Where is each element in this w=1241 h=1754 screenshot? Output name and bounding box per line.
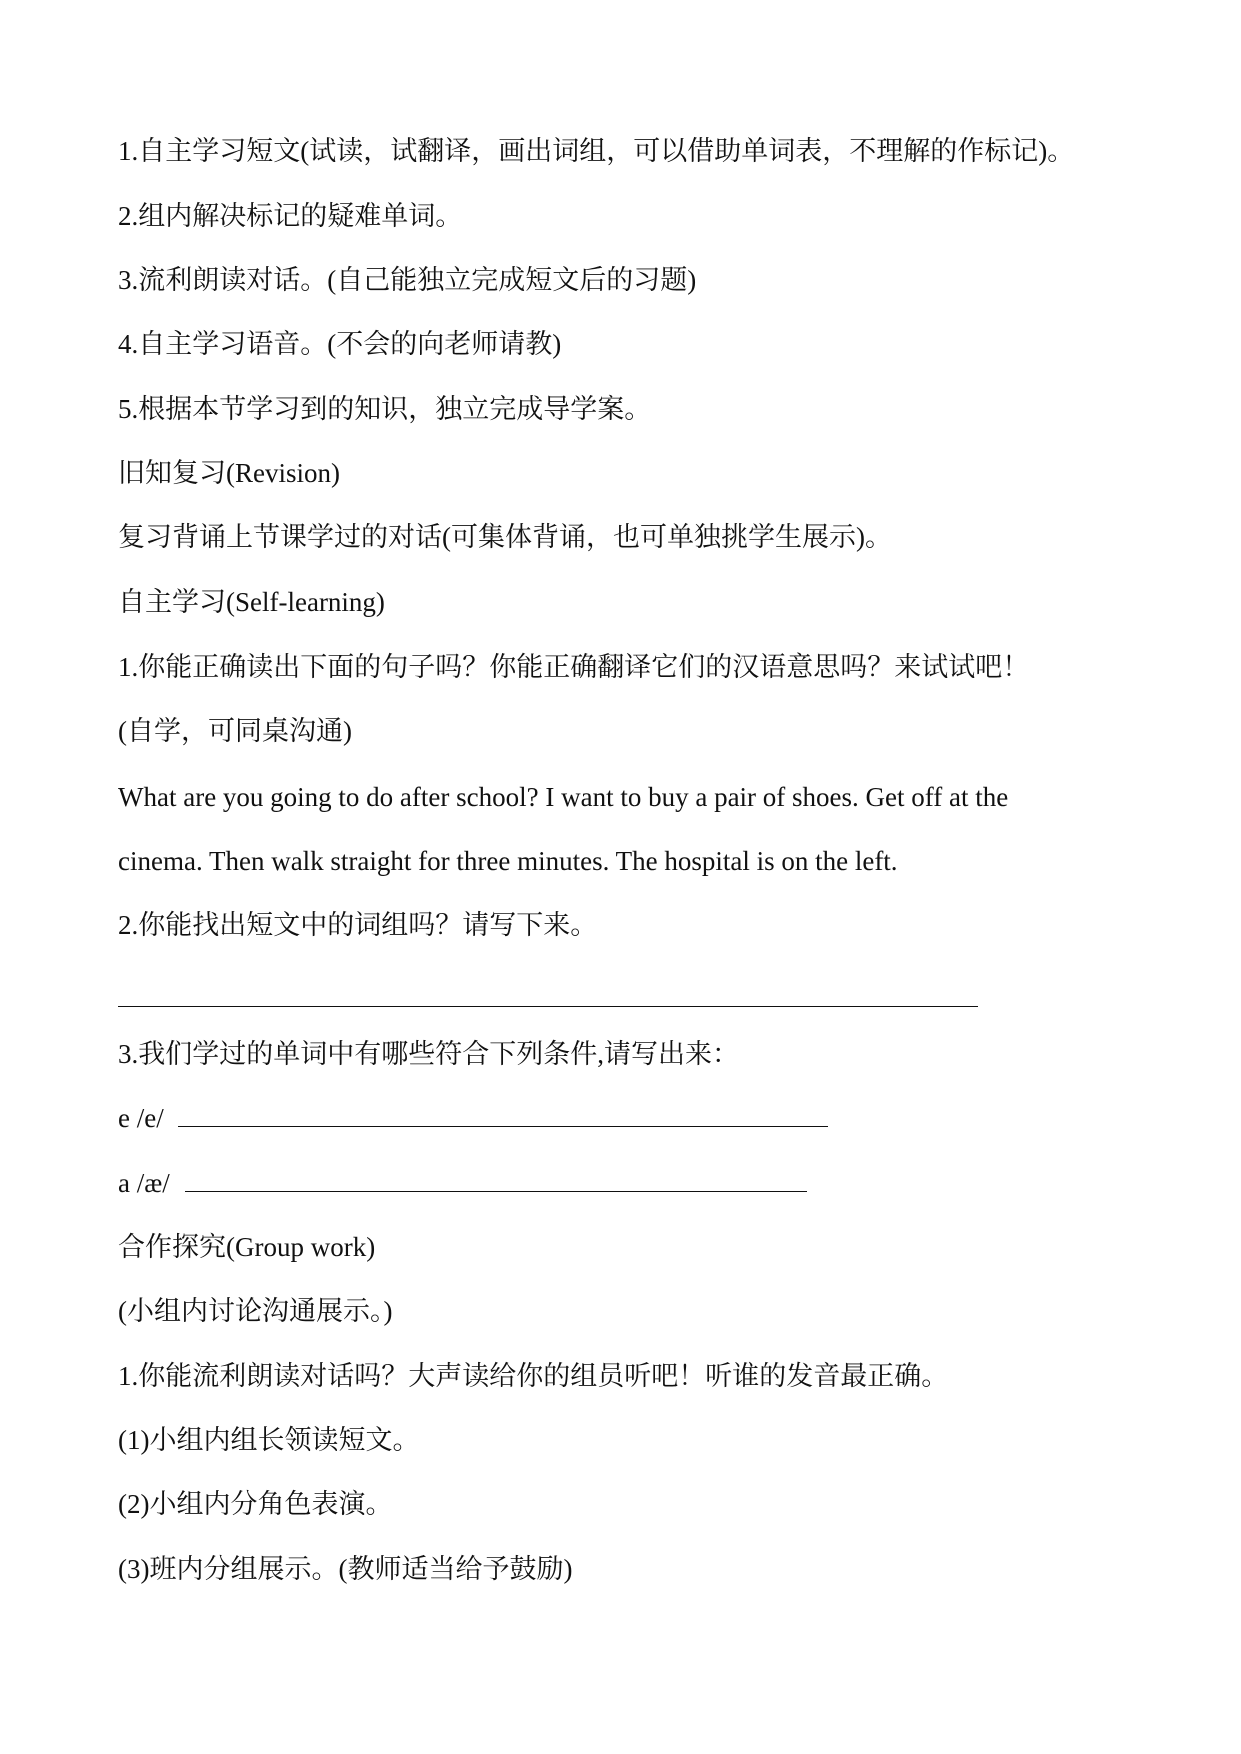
instruction-1: 1.自主学习短文(试读，试翻译，画出词组，可以借助单词表，不理解的作标记)。 bbox=[118, 136, 1075, 166]
instruction-2: 2.组内解决标记的疑难单词。 bbox=[118, 201, 463, 231]
group-work-step-3: (3)班内分组展示。(教师适当给予鼓励) bbox=[118, 1554, 573, 1584]
group-work-step-2: (2)小组内分角色表演。 bbox=[118, 1489, 393, 1519]
self-learning-heading: 自主学习(Self-learning) bbox=[118, 587, 385, 617]
group-work-note: (小组内讨论沟通展示。) bbox=[118, 1296, 393, 1326]
answer-blank-e[interactable] bbox=[178, 1104, 828, 1127]
answer-blank-a[interactable] bbox=[185, 1169, 807, 1192]
self-learning-question-1-note: (自学，可同桌沟通) bbox=[118, 716, 352, 746]
self-learning-question-1: 1.你能正确读出下面的句子吗？你能正确翻译它们的汉语意思吗？来试试吧！ bbox=[118, 652, 1030, 682]
phonics-e-label: e /e/ bbox=[118, 1103, 164, 1133]
self-learning-question-2: 2.你能找出短文中的词组吗？请写下来。 bbox=[118, 910, 598, 940]
passage-line-1: What are you going to do after school? I want to buy a pair of shoes. Get off at the bbox=[118, 782, 1009, 812]
phonics-e-row bbox=[118, 1101, 828, 1135]
phonics-a-row bbox=[118, 1166, 807, 1200]
revision-text: 复习背诵上节课学过的对话(可集体背诵，也可单独挑学生展示)。 bbox=[118, 522, 892, 552]
instruction-5: 5.根据本节学习到的知识，独立完成导学案。 bbox=[118, 394, 652, 424]
instruction-4: 4.自主学习语音。(不会的向老师请教) bbox=[118, 329, 562, 359]
passage-line-2: cinema. Then walk straight for three minutes. The hospital is on the left. bbox=[118, 846, 898, 876]
group-work-heading: 合作探究(Group work) bbox=[118, 1232, 376, 1262]
answer-blank-phrases[interactable] bbox=[118, 1006, 978, 1007]
instruction-3: 3.流利朗读对话。(自己能独立完成短文后的习题) bbox=[118, 265, 697, 295]
revision-heading: 旧知复习(Revision) bbox=[118, 458, 340, 488]
self-learning-question-3: 3.我们学过的单词中有哪些符合下列条件,请写出来： bbox=[118, 1039, 739, 1069]
group-work-step-1: (1)小组内组长领读短文。 bbox=[118, 1425, 420, 1455]
phonics-a-label: a /æ/ bbox=[118, 1168, 170, 1198]
group-work-question-1: 1.你能流利朗读对话吗？大声读给你的组员听吧！听谁的发音最正确。 bbox=[118, 1361, 949, 1391]
